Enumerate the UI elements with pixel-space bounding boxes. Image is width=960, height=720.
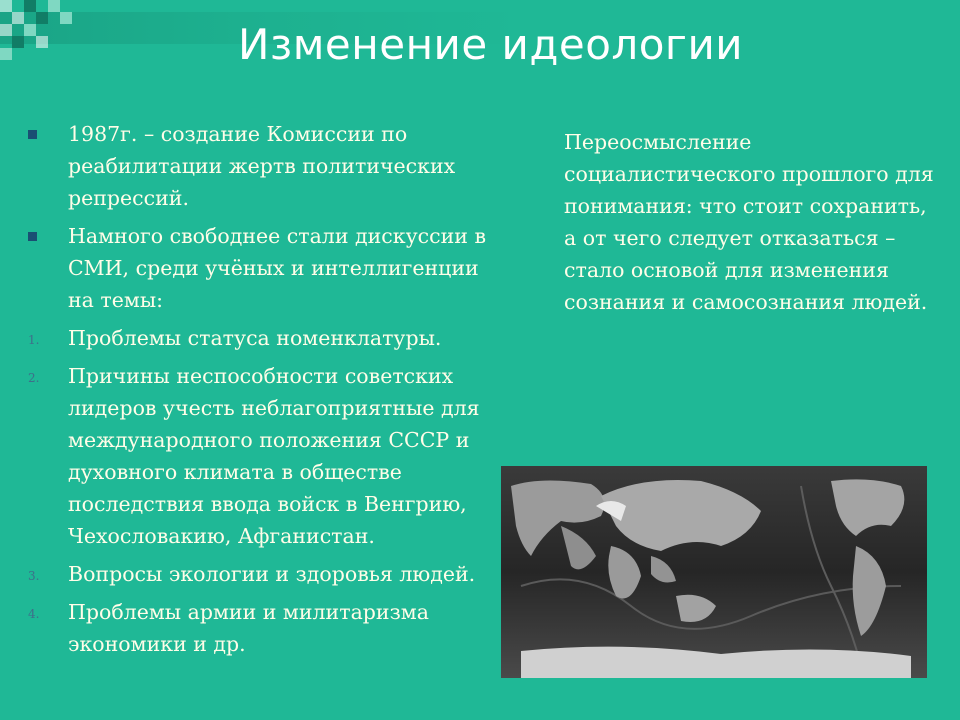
square-bullet-icon [28, 232, 37, 241]
decor-square [36, 36, 48, 48]
list-item-text: Вопросы экологии и здоровья людей. [68, 562, 476, 586]
list-item [28, 220, 498, 316]
list-number: 4. [28, 607, 40, 621]
world-map-image [501, 466, 927, 678]
decor-square [0, 24, 12, 36]
decor-square [12, 12, 24, 24]
decor-square [12, 36, 24, 48]
decor-square [0, 0, 12, 12]
list-item [28, 322, 498, 354]
list-item-text: Проблемы статуса номенклатуры. [68, 326, 442, 350]
square-bullet-icon [28, 130, 37, 139]
decor-square [48, 0, 60, 12]
decor-square [24, 0, 36, 12]
list-number: 2. [28, 371, 40, 385]
list-item-text: Намного свободнее стали дискуссии в СМИ, среди учёных и интеллигенции на темы: [68, 224, 486, 312]
decor-square [0, 48, 12, 60]
list-item [28, 118, 498, 214]
decor-square [60, 12, 72, 24]
list-number: 1. [28, 333, 40, 347]
list-number: 3. [28, 569, 40, 583]
decor-square [36, 12, 48, 24]
decor-square [24, 24, 36, 36]
list-item [28, 360, 498, 552]
list-item-text: Проблемы армии и милитаризма экономики и др. [68, 600, 429, 656]
list-item [28, 558, 498, 590]
side-text: Переосмысление социалистического прошлого для понимания: что стоит сохранить, а от чего следует отказаться – стало основой для изменения сознания и самосознания людей. [564, 130, 934, 314]
list-item-text: Причины неспособности советских лидеров учесть неблагоприятные для международного положения СССР и духовного климата в обществе последствия ввода войск в Венгрию, Чехословакию, Афганистан. [68, 364, 480, 548]
list-item [28, 596, 498, 660]
list-item-text: 1987г. – создание Комиссии по реабилитации жертв политических репрессий. [68, 122, 456, 210]
bullet-list [28, 118, 498, 666]
slide-title: Изменение идеологии [238, 20, 744, 69]
